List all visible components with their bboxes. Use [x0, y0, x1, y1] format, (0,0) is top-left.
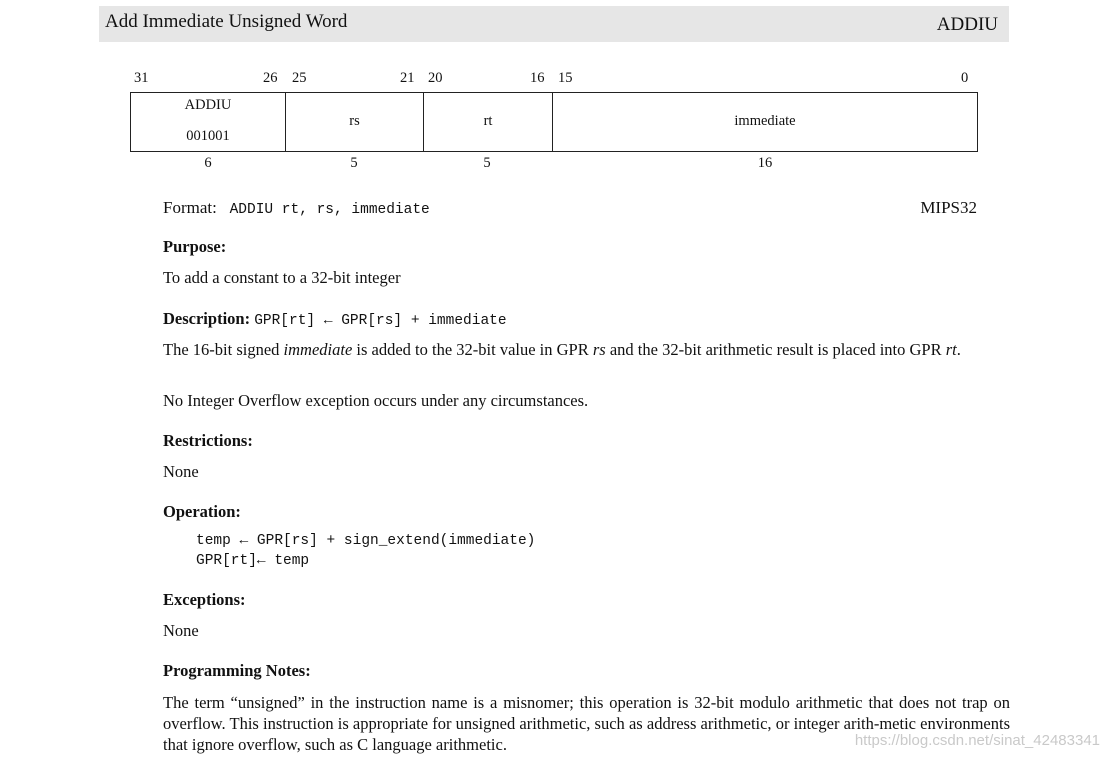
- format-label: Format:: [163, 198, 217, 217]
- field-rs: [286, 93, 424, 151]
- bit-number: 20: [428, 70, 443, 86]
- field-opcode: [131, 93, 286, 151]
- text-run-italic: rt: [945, 340, 957, 359]
- bit-number: 21: [400, 70, 415, 86]
- field-width: 5: [350, 155, 358, 171]
- restrictions-text: None: [163, 462, 199, 481]
- field-immediate: [553, 93, 977, 151]
- description-heading: Description:: [163, 309, 251, 328]
- format-line: [163, 198, 430, 218]
- instruction-header: [99, 6, 1009, 42]
- description-line: [163, 309, 507, 329]
- text-run-italic: immediate: [283, 340, 353, 359]
- field-width: 6: [204, 155, 212, 171]
- text-run: The 16-bit signed: [163, 340, 284, 359]
- field-name: immediate: [734, 113, 796, 129]
- format-syntax: ADDIU rt, rs, immediate: [229, 202, 430, 218]
- operation-line-2: GPR[rt]← temp: [196, 553, 310, 569]
- encoding-table: [130, 92, 978, 152]
- field-name: rs: [349, 113, 360, 129]
- field-rt: [424, 93, 553, 151]
- field-width: 5: [483, 155, 491, 171]
- exceptions-heading: Exceptions:: [163, 590, 246, 609]
- bit-number: 16: [530, 70, 545, 86]
- purpose-text: To add a constant to a 32-bit integer: [163, 268, 401, 287]
- exceptions-text: None: [163, 621, 199, 640]
- field-name: rt: [483, 113, 493, 129]
- operation-heading: Operation:: [163, 502, 241, 521]
- text-run: is added to the 32-bit value in GPR: [352, 340, 593, 359]
- description-paragraph: [163, 339, 1010, 360]
- bit-number: 0: [961, 70, 969, 86]
- purpose-heading: Purpose:: [163, 237, 227, 256]
- text-run: and the 32-bit arithmetic result is placed into GPR: [605, 340, 946, 359]
- text-run-italic: rs: [592, 340, 606, 359]
- instruction-mnemonic: ADDIU: [936, 14, 998, 35]
- bit-number: 25: [292, 70, 307, 86]
- bit-number: 26: [263, 70, 278, 86]
- instruction-title: Add Immediate Unsigned Word: [105, 11, 348, 32]
- programming-notes-text: The term “unsigned” in the instruction name is a misnomer; this operation is 32-bit modulo arithmetic that does not trap on overflow. This instruction is appropriate for unsigned arithmetic, such as address arithmetic, or integer arith-metic environments that ignore overflow, such as C language arithmetic.: [163, 693, 1010, 754]
- restrictions-heading: Restrictions:: [163, 431, 253, 450]
- field-value: 001001: [186, 128, 230, 144]
- field-name: ADDIU: [184, 97, 232, 113]
- programming-notes-heading: Programming Notes:: [163, 661, 311, 680]
- format-arch: MIPS32: [920, 198, 977, 217]
- description-formula: GPR[rt] ← GPR[rs] + immediate: [254, 313, 507, 329]
- field-width: 16: [757, 155, 773, 171]
- bit-number: 15: [558, 70, 573, 86]
- operation-line-1: temp ← GPR[rs] + sign_extend(immediate): [196, 533, 536, 549]
- bit-number: 31: [134, 70, 149, 86]
- text-run: .: [956, 340, 961, 359]
- description-note: No Integer Overflow exception occurs under any circumstances.: [163, 391, 589, 410]
- watermark: https://blog.csdn.net/sinat_42483341: [854, 732, 1100, 749]
